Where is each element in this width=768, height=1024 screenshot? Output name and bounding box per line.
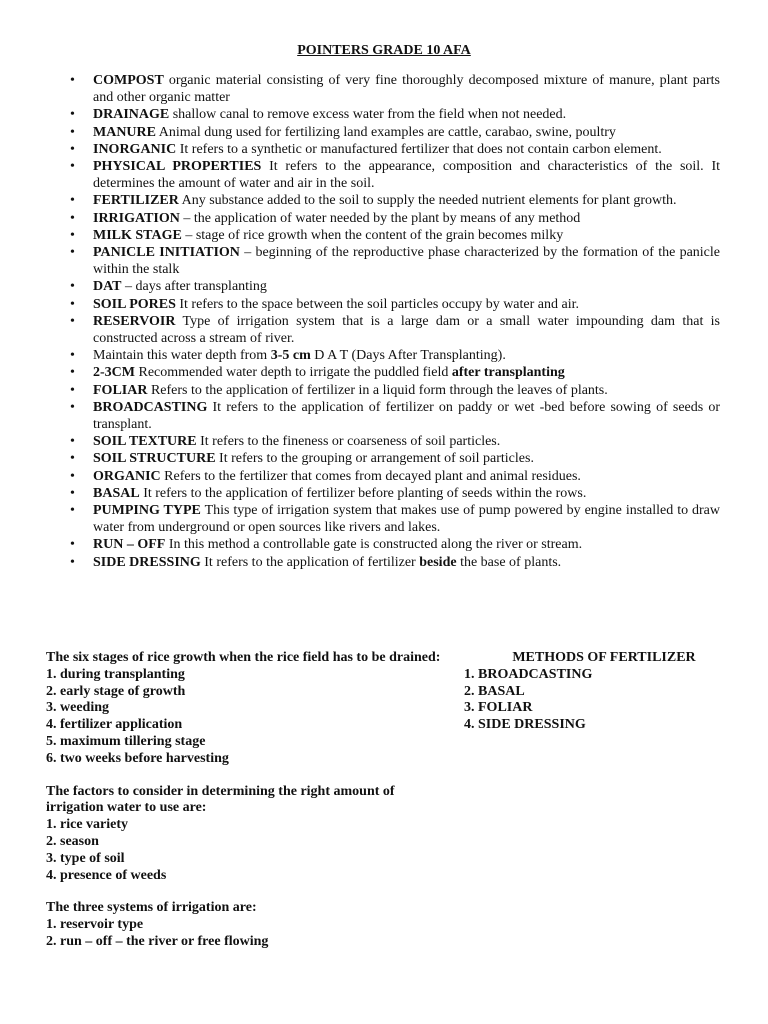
list-item: 2. run – off – the river or free flowing <box>46 933 269 949</box>
definition-item <box>70 227 720 244</box>
list-item: 4. presence of weeds <box>46 867 167 883</box>
definition-emphasis: after transplanting <box>451 365 565 381</box>
definition-term: DRAINAGE <box>93 107 170 123</box>
definition-text: Recommended water depth to irrigate the puddled field <box>138 365 452 381</box>
definition-text: Refers to the application of fertilizer in a liquid form through the leaves of plants. <box>150 382 608 398</box>
definition-item <box>70 502 720 536</box>
definition-item <box>70 106 720 123</box>
definition-text: D A T (Days After Transplanting). <box>310 348 506 364</box>
definition-text: organic material consisting of very fine thoroughly decomposed mixture of manure, plant parts and other organic matter <box>93 73 720 106</box>
definition-term: ORGANIC <box>93 468 161 484</box>
definition-text: It refers to the grouping or arrangement of soil particles. <box>219 451 534 467</box>
right-column <box>464 650 744 734</box>
definition-item <box>70 192 720 209</box>
drainage-stages-section <box>46 650 446 768</box>
definition-term: PHYSICAL PROPERTIES <box>93 159 262 175</box>
list-item: 1. reservoir type <box>46 917 144 933</box>
definition-text: – stage of rice growth when the content of the grain becomes milky <box>185 227 564 243</box>
definition-term: SOIL PORES <box>93 296 176 312</box>
definition-term: SOIL TEXTURE <box>93 434 197 450</box>
definition-term: FOLIAR <box>93 382 148 398</box>
definition-text: Animal dung used for fertilizing land examples are cattle, carabao, swine, poultry <box>158 124 616 140</box>
section-heading: METHODS OF FERTILIZER <box>512 650 696 665</box>
list-item: 1. rice variety <box>46 817 129 833</box>
definition-term: 2-3CM <box>93 365 135 381</box>
definition-item <box>70 433 720 450</box>
list-item: 2. season <box>46 833 99 849</box>
definition-item <box>70 210 720 227</box>
definition-term: SIDE DRESSING <box>93 554 201 570</box>
definition-text: It refers to a synthetic or manufactured fertilizer that does not contain carbon element. <box>179 141 662 157</box>
definitions-list <box>70 72 720 571</box>
definition-item <box>70 399 720 433</box>
definition-item <box>70 244 720 278</box>
definition-term: INORGANIC <box>93 141 177 157</box>
definition-text: Any substance added to the soil to supply the needed nutrient elements for plant growth. <box>181 193 677 209</box>
definition-term: RESERVOIR <box>93 313 176 329</box>
definition-text: shallow canal to remove excess water from the field when not needed. <box>172 107 567 123</box>
definition-term: FERTILIZER <box>93 193 179 209</box>
definition-item <box>70 382 720 399</box>
list-item: 3. type of soil <box>46 850 125 866</box>
left-column <box>46 650 446 967</box>
definition-term: SOIL STRUCTURE <box>93 451 216 467</box>
section-heading: The three systems of irrigation are: <box>46 900 257 916</box>
definition-text: – days after transplanting <box>125 279 267 295</box>
definition-item <box>70 554 720 571</box>
definition-emphasis: 3-5 cm <box>270 348 311 364</box>
definition-text: In this method a controllable gate is constructed along the river or stream. <box>168 537 583 553</box>
definition-text: Maintain this water depth from <box>93 348 271 364</box>
definition-item <box>70 536 720 553</box>
definition-term: PUMPING TYPE <box>93 503 201 519</box>
list-item: 4. SIDE DRESSING <box>464 717 586 733</box>
list-item: 1. during transplanting <box>46 666 185 682</box>
definition-item <box>70 347 720 364</box>
list-item: 3. weeding <box>46 700 109 716</box>
definition-text: Type of irrigation system that is a large dam or a small water impounding dam that is constructed across a stream of river. <box>93 313 720 347</box>
definition-item <box>70 450 720 467</box>
section-heading: The six stages of rice growth when the rice field has to be drained: <box>46 650 441 665</box>
definition-term: MANURE <box>93 124 156 140</box>
page-title: POINTERS GRADE 10 AFA <box>297 43 471 58</box>
definition-item <box>70 468 720 485</box>
definition-term: COMPOST <box>93 73 164 88</box>
definition-text: the base of plants. <box>456 554 562 570</box>
definition-item <box>70 313 720 347</box>
definition-text: It refers to the fineness or coarseness of soil particles. <box>200 434 501 450</box>
list-item: 6. two weeks before harvesting <box>46 750 229 766</box>
list-item: 1. BROADCASTING <box>464 666 593 682</box>
definition-item <box>70 158 720 192</box>
definition-text: This type of irrigation system that makes use of pump powered by engine installed to draw water from underground or open sources like rivers and lakes. <box>93 503 721 536</box>
definition-text: It refers to the space between the soil particles occupy by water and air. <box>179 296 579 312</box>
definition-text: It refers to the appearance, composition and characteristics of the soil. It determines the amount of water and air in the soil. <box>93 159 721 192</box>
list-item: 2. early stage of growth <box>46 683 186 699</box>
definition-term: BROADCASTING <box>93 399 208 415</box>
irrigation-factors-section <box>46 784 446 885</box>
section-heading: The factors to consider in determining the right amount of irrigation water to use are: <box>46 783 395 816</box>
list-item: 5. maximum tillering stage <box>46 733 206 749</box>
definition-term: PANICLE INITIATION <box>93 245 240 261</box>
definition-term: RUN – OFF <box>93 537 166 553</box>
definition-term: IRRIGATION <box>93 210 180 226</box>
definition-item <box>70 141 720 158</box>
definition-item <box>70 296 720 313</box>
definition-emphasis: beside <box>419 554 457 570</box>
definition-text: – the application of water needed by the plant by means of any method <box>183 210 581 226</box>
definition-item <box>70 364 720 381</box>
definition-text: It refers to the application of fertilizer before planting of seeds within the rows. <box>143 485 587 501</box>
definition-text: – beginning of the reproductive phase characterized by the formation of the panicle within the stalk <box>93 245 720 278</box>
list-item: 3. FOLIAR <box>464 700 533 716</box>
list-item: 4. fertilizer application <box>46 717 183 733</box>
definition-text: Refers to the fertilizer that comes from decayed plant and animal residues. <box>164 468 581 484</box>
definition-item <box>70 72 720 106</box>
definition-text: It refers to the application of fertilizer <box>204 554 420 570</box>
definition-term: BASAL <box>93 485 140 501</box>
definition-term: DAT <box>93 279 122 295</box>
definition-item <box>70 278 720 295</box>
irrigation-systems-section <box>46 900 446 950</box>
definition-item <box>70 485 720 502</box>
definition-term: MILK STAGE <box>93 227 182 243</box>
list-item: 2. BASAL <box>464 683 525 699</box>
definition-item <box>70 124 720 141</box>
definition-text: It refers to the application of fertilizer on paddy or wet -bed before sowing of seeds or transplant. <box>93 399 720 433</box>
